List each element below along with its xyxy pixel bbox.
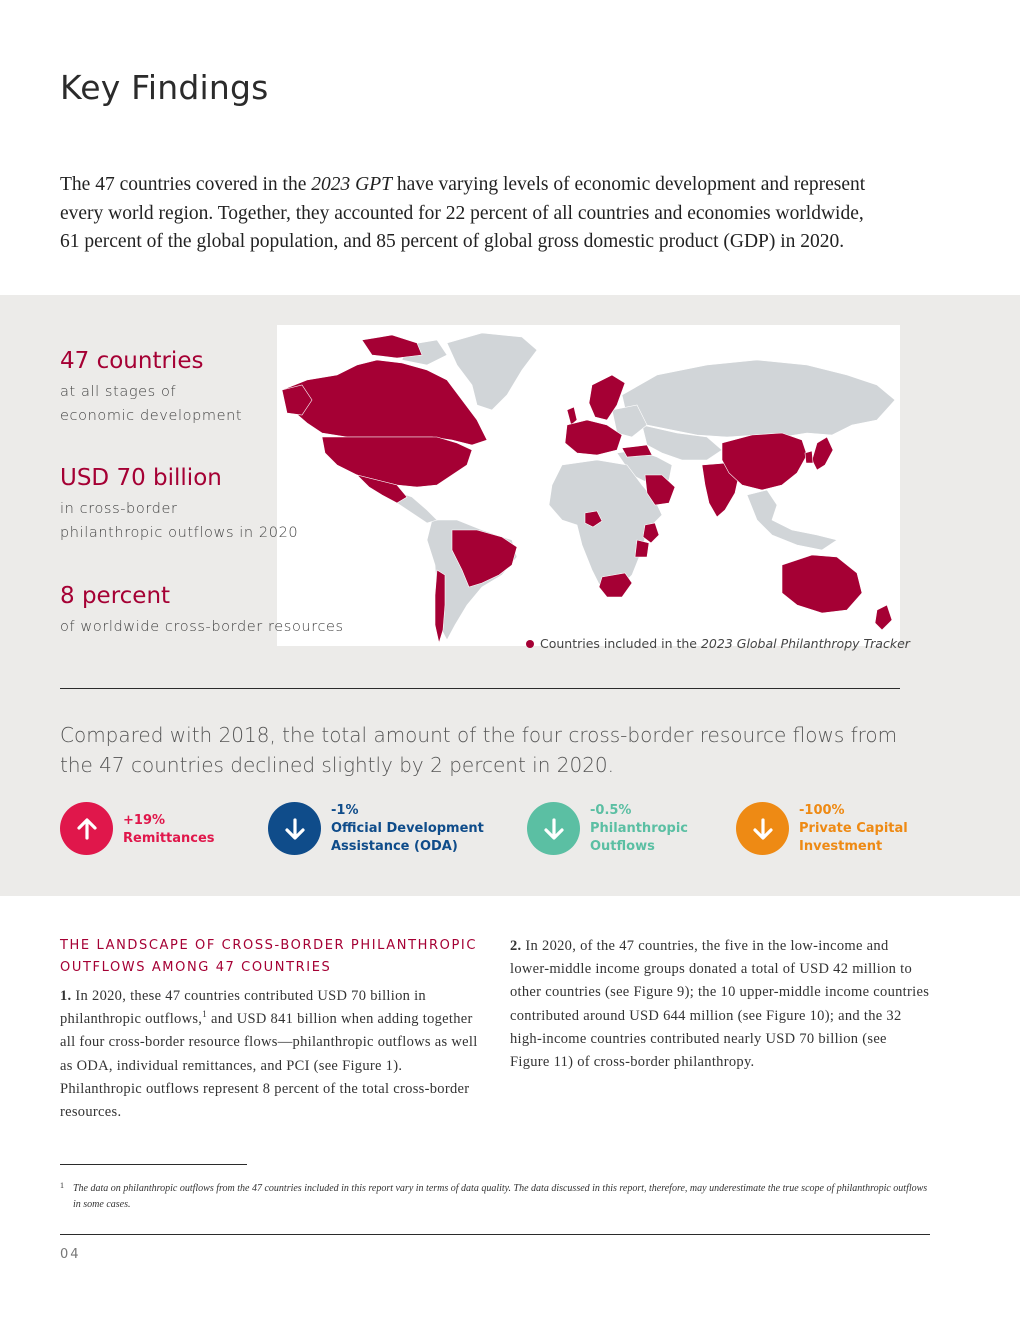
map-region-russia bbox=[622, 360, 895, 437]
map-country-western-europe bbox=[565, 420, 622, 455]
page-number: 04 bbox=[60, 1247, 81, 1262]
map-country-canada bbox=[282, 360, 487, 445]
intro-line: 61 percent of the global population, and 85 percent of global gross domestic product (GDP) in 2020. bbox=[60, 231, 845, 252]
map-legend bbox=[526, 636, 910, 651]
legend-dot-icon bbox=[526, 640, 534, 648]
up-arrow-icon bbox=[60, 802, 113, 855]
world-map bbox=[277, 325, 900, 646]
flow-percent: -1% bbox=[331, 803, 359, 818]
map-region-southeast-asia bbox=[747, 490, 837, 550]
finding-text: In 2020, these 47 countries contributed USD 70 billion in philanthropic outflows, bbox=[60, 988, 426, 1028]
finding-text: and USD 841 billion when adding together all four cross-border resource flows—philanthropic outflows as well as ODA, individual remittances, and PCI (see Figure 1). Philanthropic outflows represent 8 percent of the total cross-border resources. bbox=[60, 1011, 478, 1121]
footnote-mark: 1 bbox=[60, 1181, 64, 1190]
stat-caption: at all stages of bbox=[60, 384, 177, 400]
flow-label: Assistance (ODA) bbox=[331, 839, 458, 854]
map-country-usa bbox=[322, 437, 472, 487]
map-country-tanzania bbox=[635, 540, 649, 557]
divider bbox=[60, 688, 900, 689]
flow-pci bbox=[736, 802, 908, 856]
comparison-summary bbox=[60, 720, 920, 780]
intro-text: The 47 countries covered in the bbox=[60, 174, 312, 195]
stat-value: 47 countries bbox=[60, 348, 204, 374]
legend-text: Countries included in the bbox=[540, 636, 701, 651]
flow-percent: -100% bbox=[799, 803, 845, 818]
map-country-uk bbox=[567, 407, 577, 425]
legend-report-name: 2023 Global Philanthropy Tracker bbox=[700, 636, 910, 651]
map-country-japan bbox=[812, 437, 833, 470]
intro-report-name: 2023 GPT bbox=[311, 174, 392, 195]
flow-percent: +19% bbox=[123, 813, 166, 828]
footnote bbox=[60, 1181, 930, 1213]
section-heading-line: THE LANDSCAPE OF CROSS-BORDER PHILANTHROPIC bbox=[60, 938, 478, 953]
intro-line: every world region. Together, they accounted for 22 percent of all countries and economies worldwide, bbox=[60, 202, 864, 224]
map-country-canada-islands bbox=[362, 335, 422, 358]
intro-text: have varying levels of economic development and represent bbox=[391, 174, 866, 195]
map-country-australia bbox=[782, 555, 862, 613]
finding-number: 2. bbox=[510, 938, 522, 954]
flow-philanthropic bbox=[527, 802, 688, 856]
flow-percent: -0.5% bbox=[590, 803, 632, 818]
flow-label: Official Development bbox=[331, 821, 484, 836]
finding-2 bbox=[510, 935, 930, 1074]
stat-caption: in cross-border bbox=[60, 501, 178, 517]
map-country-korea bbox=[805, 451, 813, 463]
flow-label: Remittances bbox=[123, 831, 215, 846]
down-arrow-icon bbox=[736, 802, 789, 855]
world-map-graphic bbox=[277, 325, 900, 646]
map-country-kenya bbox=[643, 523, 659, 543]
flow-label: Private Capital bbox=[799, 821, 908, 836]
page-title: Key Findings bbox=[60, 68, 269, 107]
flow-oda bbox=[268, 802, 484, 856]
down-arrow-icon bbox=[527, 802, 580, 855]
flow-remittances bbox=[60, 802, 215, 855]
stat-percent bbox=[60, 581, 344, 639]
map-country-south-africa bbox=[599, 573, 632, 597]
footnote-text: The data on philanthropic outflows from the 47 countries included in this report vary in terms of data quality. The data discussed in this report, therefore, may underestimate the true scope of philanthropic outflows in some cases. bbox=[73, 1183, 928, 1210]
flow-label: Philanthropic bbox=[590, 821, 689, 836]
stat-countries bbox=[60, 346, 242, 428]
stat-caption: philanthropic outflows in 2020 bbox=[60, 525, 299, 541]
flow-label: Investment bbox=[799, 839, 883, 854]
finding-text: In 2020, of the 47 countries, the five in the low-income and lower-middle income groups donated a total of USD 42 million to other countries (see Figure 9); the 10 upper-middle income countries contributed around USD 644 million (see Figure 10); and the 32 high-income countries contributed nearly USD 70 billion (see Figure 11) of cross-border philanthropy. bbox=[510, 938, 930, 1071]
comparison-line: Compared with 2018, the total amount of the four cross-border resource flows from bbox=[60, 723, 898, 747]
flow-label: Outflows bbox=[590, 839, 655, 854]
finding-1 bbox=[60, 985, 485, 1124]
stat-billion bbox=[60, 463, 298, 545]
stat-caption: of worldwide cross-border resources bbox=[60, 619, 344, 635]
footnote-divider bbox=[60, 1164, 247, 1165]
stat-value: USD 70 billion bbox=[60, 465, 222, 491]
comparison-line: the 47 countries declined slightly by 2 percent in 2020. bbox=[60, 753, 614, 777]
section-heading-line: OUTFLOWS AMONG 47 COUNTRIES bbox=[60, 960, 332, 975]
map-country-new-zealand bbox=[875, 605, 892, 630]
stat-caption: economic development bbox=[60, 408, 243, 424]
down-arrow-icon bbox=[268, 802, 321, 855]
footnote-ref: 1 bbox=[202, 1009, 208, 1020]
page-divider bbox=[60, 1234, 930, 1235]
section-heading bbox=[60, 935, 500, 979]
finding-number: 1. bbox=[60, 988, 72, 1004]
map-country-turkey bbox=[622, 445, 652, 457]
stat-value: 8 percent bbox=[60, 583, 171, 609]
intro-paragraph bbox=[60, 171, 940, 257]
